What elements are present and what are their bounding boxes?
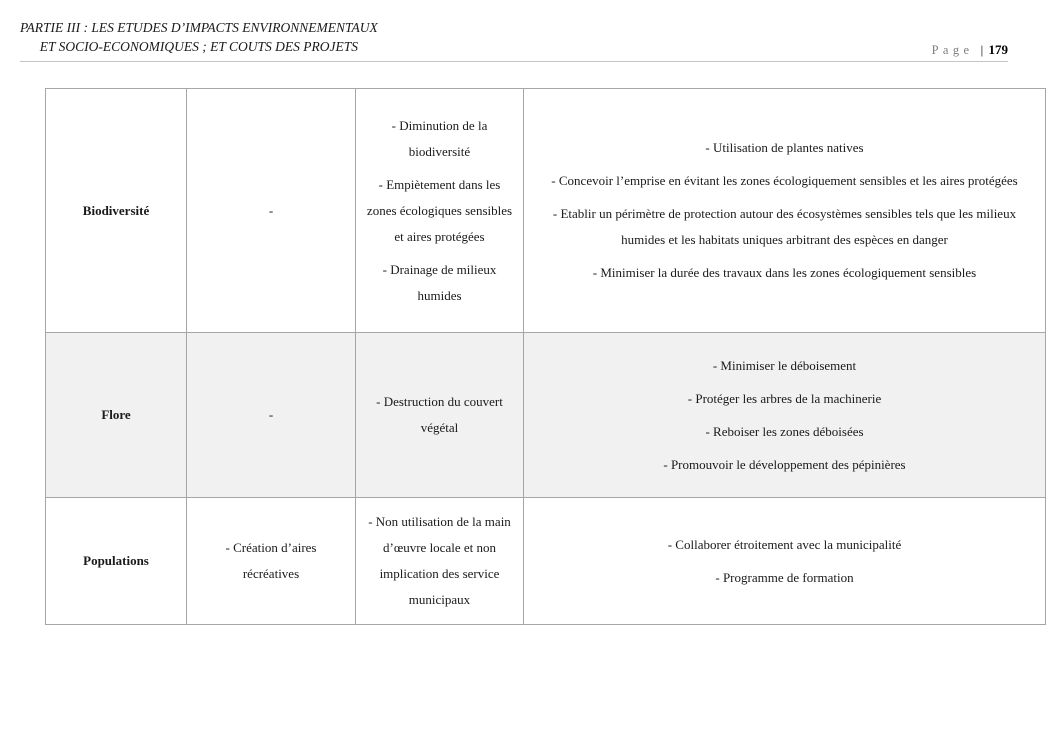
cell-text: - Protéger les arbres de la machinerie <box>687 390 882 406</box>
table-row-biodiversite <box>46 89 1046 333</box>
cell-text: - Collaborer étroitement avec la municipalité <box>667 536 902 552</box>
cell-text: - Concevoir l’emprise en évitant les zones écologiquement sensibles et les aires protégées <box>551 173 1018 188</box>
cell-col3 <box>356 333 524 498</box>
header-rule <box>20 61 1008 62</box>
table-row-flore <box>46 333 1046 498</box>
page-number-divider: | <box>980 42 984 57</box>
cell-text: - Utilisation de plantes natives <box>705 140 864 155</box>
cell-text: - Drainage de milieux humides <box>382 261 497 303</box>
cell-text: - Empiètement dans les zones écologiques sensibles et aires protégées <box>366 176 513 244</box>
cell-col3 <box>356 89 524 333</box>
cell-category: Biodiversité <box>46 89 187 333</box>
header-title-line1: PARTIE III : LES ETUDES D’IMPACTS ENVIRONNEMENTAUX <box>20 20 378 35</box>
page-number-value: 179 <box>988 42 1008 57</box>
cell-text: - Non utilisation de la main d’œuvre locale et non implication des service municipaux <box>368 514 511 607</box>
cell-col4 <box>524 89 1046 333</box>
impacts-table <box>45 88 1046 625</box>
cell-text: - <box>268 202 274 218</box>
cell-category: Populations <box>46 498 187 625</box>
cell-text: - Etablir un périmètre de protection autour des écosystèmes sensibles tels que les milieux humides et les habitats uniques arbitrant des espèces en danger <box>552 206 1017 247</box>
cell-col2 <box>187 333 356 498</box>
page-number <box>932 42 1008 58</box>
document-header-title <box>20 18 378 56</box>
cell-text: - Minimiser la durée des travaux dans les zones écologiquement sensibles <box>592 265 977 280</box>
table-row-populations <box>46 498 1046 625</box>
cell-text: - Promouvoir le développement des pépinières <box>663 456 906 472</box>
cell-category: Flore <box>46 333 187 498</box>
cell-text: - Destruction du couvert végétal <box>376 394 503 435</box>
cell-col2 <box>187 498 356 625</box>
cell-col4 <box>524 333 1046 498</box>
cell-text: - Reboiser les zones déboisées <box>705 423 864 439</box>
header-title-line2: ET SOCIO-ECONOMIQUES ; ET COUTS DES PROJETS <box>39 39 358 54</box>
cell-text: - Minimiser le déboisement <box>712 357 857 373</box>
cell-text: - Diminution de la biodiversité <box>391 117 488 159</box>
page-number-label: Page <box>931 43 974 57</box>
cell-text: - Création d’aires récréatives <box>225 540 317 581</box>
cell-col4 <box>524 498 1046 625</box>
cell-text: - <box>268 407 274 422</box>
cell-col2 <box>187 89 356 333</box>
cell-col3 <box>356 498 524 625</box>
cell-text: - Programme de formation <box>715 569 854 585</box>
